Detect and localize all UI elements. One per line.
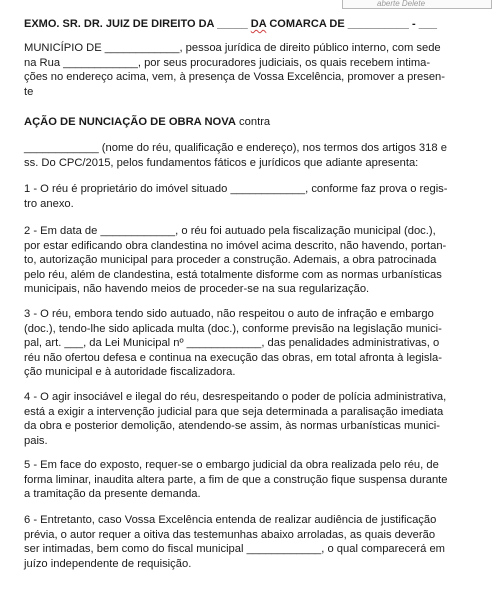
item-paragraph-4 [24,390,476,448]
paragraph-line: te [24,85,34,98]
document-toolbar[interactable] [342,0,492,9]
action-title: AÇÃO DE NUNCIAÇÃO DE OBRA NOVA [24,116,236,128]
paragraph-line: ção municipal e à autoridade fiscalizadora. [24,366,236,379]
paragraph-line: 1 - O réu é proprietário do imóvel situado ____________, conforme faz prova o regis- [24,183,448,195]
paragraph-line: 2 - Em data de ____________, o réu foi autuado pela fiscalização municipal (doc.), [24,225,436,237]
paragraph-line: prévia, o autor requer a oitiva das testemunhas abaixo arroladas, as quais deverão [24,528,436,541]
paragraph-line: ____________ (nome do réu, qualificação e endereço), nos termos dos artigos 318 e [24,142,447,154]
paragraph-line: ções no endereço acima, vem, à presença de Vossa Excelência, promover a presen- [24,71,445,84]
paragraph-line: juízo independente de requisição. [24,557,192,570]
defendant-paragraph [24,141,476,170]
paragraph-line: por estar edificando obra clandestina no imóvel acima descrito, não havendo, portan- [24,239,447,252]
paragraph-line: (doc.), tendo-lhe sido aplicada multa (doc.), conforme previsão na legislação munici- [24,322,442,335]
paragraph-line: da obra e posterior demolição, atendendo-se assim, às normas urbanísticas munici- [24,420,441,433]
header-text-part2: COMARCA DE __________ - ___ [266,18,438,30]
item-paragraph-2 [24,224,476,297]
paragraph-line: na Rua ____________, por seus procuradores judiciais, os quais recebem intima- [24,56,431,69]
paragraph-line: a tramitação da presente demanda. [24,488,201,501]
item-paragraph-6 [24,513,476,571]
paragraph-line: ser intimadas, bem como do fiscal municipal ____________, o qual comparecerá em [24,543,446,556]
paragraph-line: tro anexo. [24,197,74,210]
paragraph-line: 6 - Entretanto, caso Vossa Excelência entenda de realizar audiência de justificação [24,514,437,526]
paragraph-line: municipais, não havendo meios de proceder-se na sua regularização. [24,283,370,296]
paragraph-line: réu não ofertou defesa e continua na execução das obras, em total afronta à legisla- [24,351,442,364]
item-paragraph-3 [24,307,476,380]
paragraph-line: pelo réu, além de clandestina, está totalmente disforme com as normas urbanísticas [24,268,442,281]
paragraph-line: 3 - O réu, embora tendo sido autuado, não respeitou o auto de infração e embargo [24,308,434,320]
paragraph-line: está a exigir a intervenção judicial para que seja determinada a paralisação imediata [24,405,444,418]
paragraph-line: pal, art. ___, da Lei Municipal nº ____________, das penalidades administrativas, o [24,337,440,350]
paragraph-line: to, autorização municipal para proceder a construção. Ademais, a obra patrocinada [24,254,437,267]
paragraph-line: MUNICÍPIO DE ____________, pessoa jurídica de direito público interno, com sede [24,42,441,54]
paragraph-line: 5 - Em face do exposto, requer-se o embargo judicial da obra realizada pelo réu, de [24,459,439,471]
document-header [24,18,476,30]
intro-paragraph [24,41,476,99]
header-spellcheck-word: DA [250,18,267,30]
action-suffix: contra [235,116,271,128]
paragraph-line: 4 - O agir insociável e ilegal do réu, desrespeitando o poder de polícia administrativa, [24,391,447,403]
item-paragraph-5 [24,458,476,502]
paragraph-line: forma liminar, inaudita altera parte, a fim de que a construção fique suspensa durante [24,473,448,486]
header-text-part1: EXMO. SR. DR. JUIZ DE DIREITO DA _____ [24,18,251,30]
paragraph-line: pais. [24,434,48,447]
paragraph-line: ss. Do CPC/2015, pelos fundamentos fáticos e jurídicos que adiante apresenta: [24,156,419,169]
action-title-line [24,116,270,128]
toolbar-text[interactable]: aberte Delete [377,0,426,8]
item-paragraph-1 [24,182,476,211]
